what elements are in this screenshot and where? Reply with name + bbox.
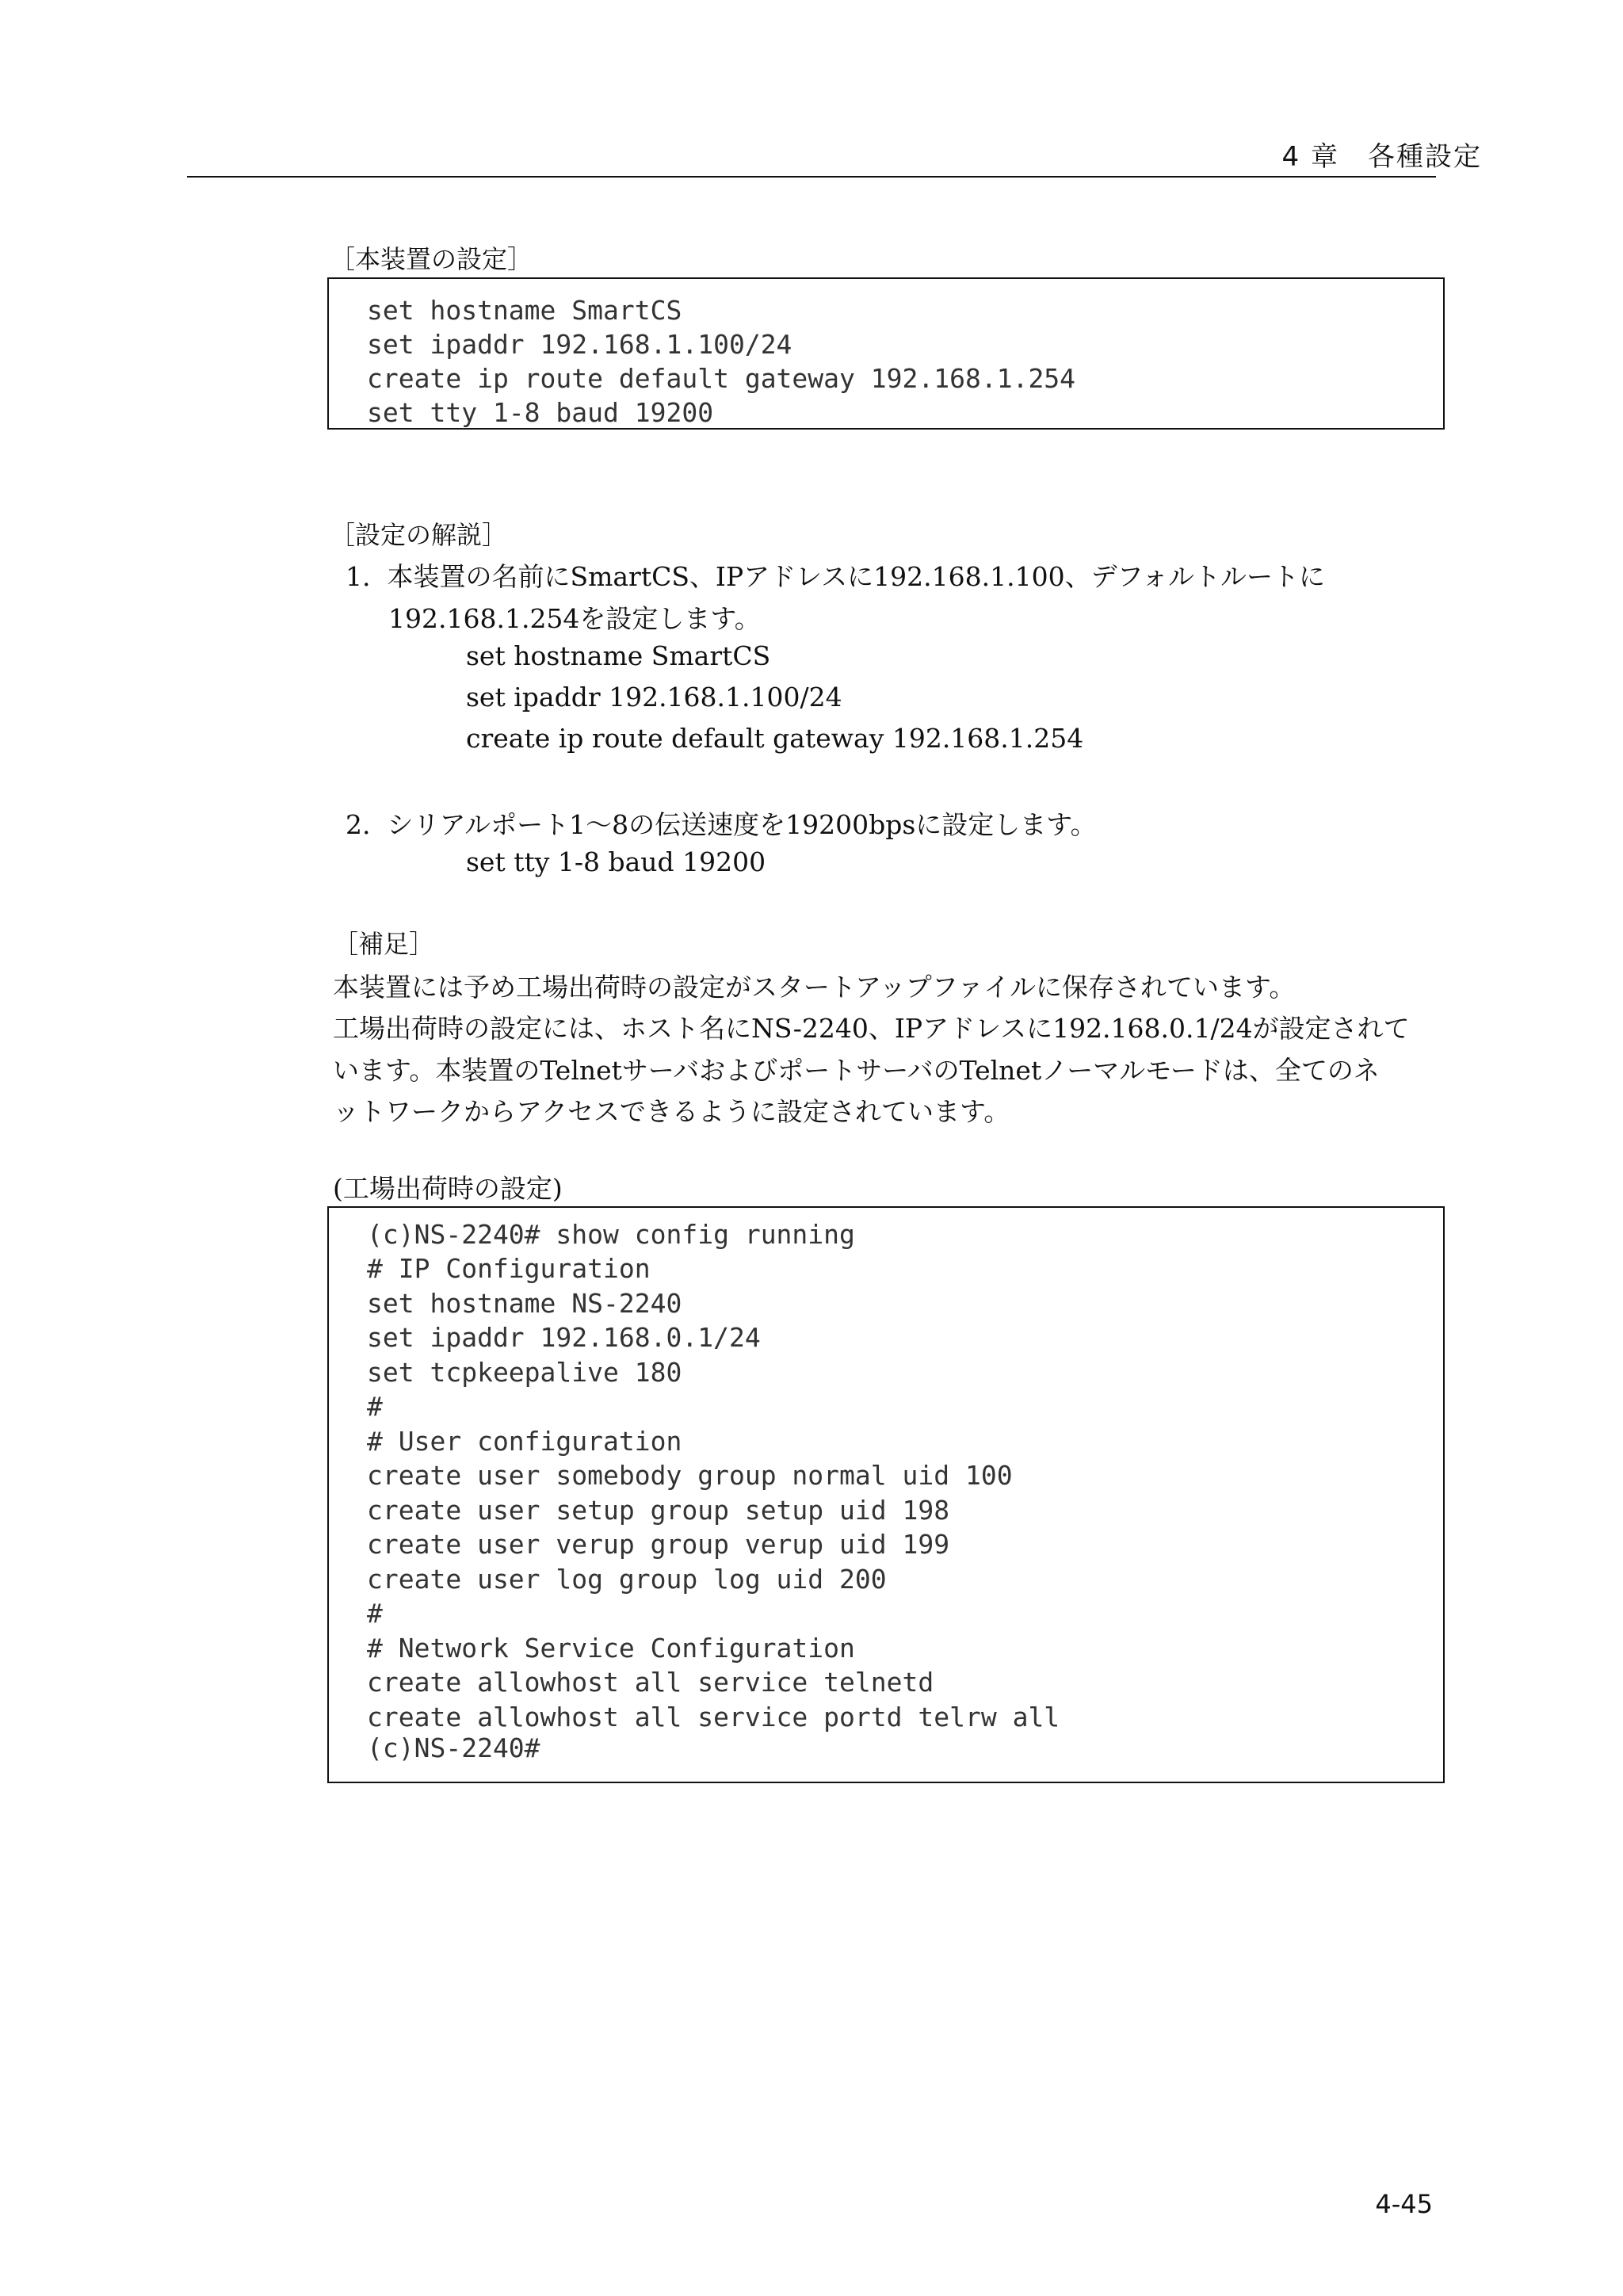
code-line: (c)NS-2240#	[367, 1733, 540, 1763]
device-settings-codebox	[327, 277, 1445, 430]
code-line: create user somebody group normal uid 100	[367, 1460, 1013, 1491]
factory-settings-codebox	[327, 1206, 1445, 1783]
explanation-item-1-line-1: 1. 本装置の名前にSmartCS、IPアドレスに192.168.1.100、デフォルトルートに	[346, 561, 1325, 592]
code-line: # IP Configuration	[367, 1253, 651, 1284]
code-line: # Network Service Configuration	[367, 1633, 855, 1664]
code-line: # User configuration	[367, 1426, 682, 1457]
header-rule	[187, 176, 1436, 178]
code-line: create allowhost all service portd telrw all	[367, 1702, 1060, 1733]
supplement-heading: ［補足］	[333, 929, 435, 959]
code-line: set hostname NS-2240	[367, 1288, 682, 1319]
supplement-line: 本装置には予め工場出荷時の設定がスタートアップファイルに保存されています。	[333, 972, 1296, 1003]
code-line: create user verup group verup uid 199	[367, 1529, 950, 1560]
explanation-command: create ip route default gateway 192.168.1.254	[466, 723, 1084, 754]
supplement-line: 工場出荷時の設定には、ホスト名にNS-2240、IPアドレスに192.168.0.1/24が設定されて	[333, 1013, 1410, 1044]
code-line: create ip route default gateway 192.168.1.254	[367, 363, 1076, 394]
code-line: set hostname SmartCS	[367, 295, 682, 326]
factory-heading: (工場出荷時の設定)	[333, 1173, 563, 1204]
code-line: create user log group log uid 200	[367, 1564, 887, 1595]
code-line: #	[367, 1391, 383, 1422]
code-line: set tty 1-8 baud 19200	[367, 397, 714, 428]
explanation-item-2: 2. シリアルポート1～8の伝送速度を19200bpsに設定します。	[346, 809, 1097, 840]
device-settings-heading: ［本装置の設定］	[330, 244, 533, 274]
explanation-item-1-line-2: 192.168.1.254を設定します。	[388, 603, 761, 634]
code-line: (c)NS-2240# show config running	[367, 1219, 855, 1250]
code-line: create allowhost all service telnetd	[367, 1667, 934, 1698]
chapter-header: 4 章 各種設定	[1281, 141, 1482, 173]
code-line: set ipaddr 192.168.1.100/24	[367, 329, 792, 360]
explanation-heading: ［設定の解説］	[330, 520, 508, 550]
code-line: #	[367, 1598, 383, 1629]
explanation-command: set tty 1-8 baud 19200	[466, 846, 766, 877]
explanation-command: set hostname SmartCS	[466, 640, 771, 671]
page-number: 4-45	[1375, 2189, 1433, 2219]
code-line: create user setup group setup uid 198	[367, 1495, 950, 1526]
code-line: set ipaddr 192.168.0.1/24	[367, 1322, 761, 1353]
code-line: set tcpkeepalive 180	[367, 1357, 682, 1388]
explanation-command: set ipaddr 192.168.1.100/24	[466, 682, 842, 712]
supplement-line: ットワークからアクセスできるように設定されています。	[333, 1096, 1010, 1127]
supplement-line: います。本装置のTelnetサーバおよびポートサーバのTelnetノーマルモードは、全てのネ	[333, 1055, 1380, 1086]
